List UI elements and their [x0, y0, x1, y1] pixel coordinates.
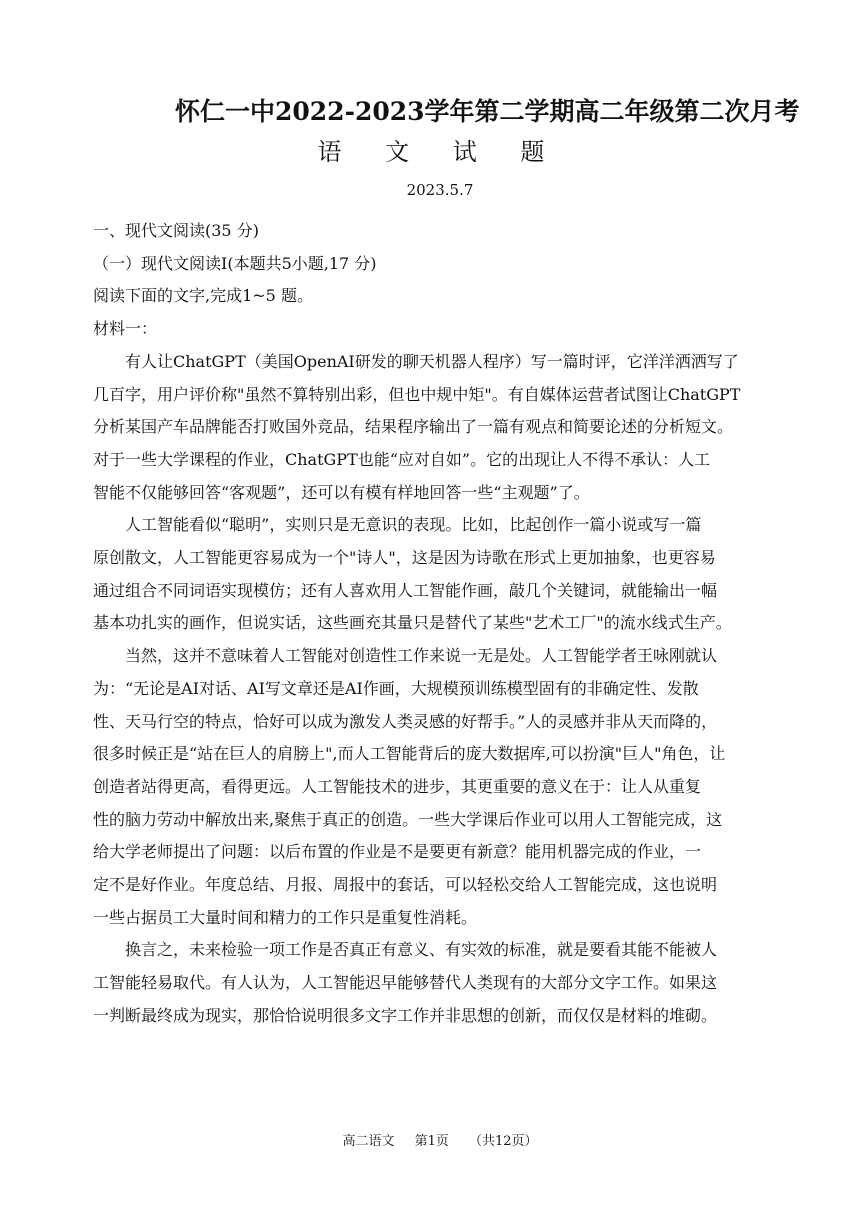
paragraph-line: 创造者站得更高，看得更远。人工智能技术的进步，其更重要的意义在于：让人从重复: [93, 776, 702, 796]
paragraph-line: 几百字，用户评价称"虽然不算特别出彩，但也中规中矩"。有自媒体运营者试图让ChatGPT: [93, 384, 741, 404]
footer-subject: 高二语文: [342, 1134, 395, 1149]
footer-page-number: 第1页: [414, 1134, 449, 1149]
paragraph-line: 当然，这并不意味着人工智能对创造性工作来说一无是处。人工智能学者王咏刚就认: [125, 646, 718, 666]
paragraph-line: 为：“无论是AI对话、AI写文章还是AI作画，大规模预训练模型固有的非确定性、发散: [93, 678, 699, 698]
paragraph-line: 一判断最终成为现实，那恰恰说明很多文字工作并非思想的创新，而仅仅是材料的堆砌。: [93, 1005, 718, 1025]
paragraph-line: 基本功扎实的画作，但说实话，这些画充其量只是替代了某些"艺术工厂"的流水线式生产。: [93, 613, 732, 633]
paragraph-line: 智能不仅能够回答“客观题”，还可以有模有样地回答一些“主观题”了。: [93, 482, 590, 502]
material-label: 材料一：: [93, 319, 158, 339]
paragraph-4: [93, 934, 783, 1032]
exam-body: [93, 215, 783, 1033]
paragraph-2: [93, 509, 783, 640]
paragraph-line: 原创散文，人工智能更容易成为一个"诗人"，这是因为诗歌在形式上更加抽象，也更容易: [93, 548, 716, 568]
page-footer: [0, 1130, 860, 1149]
section-heading: 一、现代文阅读(35 分): [93, 221, 259, 240]
paragraph-line: 人工智能看似“聪明”，实则只是无意识的表现。比如，比起创作一篇小说或写一篇: [125, 515, 702, 535]
paragraph-line: 换言之，未来检验一项工作是否真正有意义、有实效的标准，就是要看其能不能被人: [125, 940, 718, 960]
paragraph-line: 给大学老师提出了问题：以后布置的作业是不是要更有新意？能用机器完成的作业，一: [93, 842, 702, 862]
paragraph-line: 对于一些大学课程的作业，ChatGPT也能“应对自如”。它的出现让人不得不承认：人工: [93, 449, 711, 469]
paragraph-line: 分析某国产车品牌能否打败国外竞品，结果程序输出了一篇有观点和简要论述的分析短文。: [93, 417, 734, 437]
paragraph-line: 一些占据员工大量时间和精力的工作只是重复性消耗。: [93, 907, 478, 927]
exam-subtitle: 语 文 试 题: [317, 138, 563, 166]
paragraph-line: 通过组合不同词语实现模仿；还有人喜欢用人工智能作画，敲几个关键词，就能输出一幅: [93, 580, 718, 600]
paragraph-line: 性、天马行空的特点，恰好可以成为激发人类灵感的好帮手。”人的灵感并非从天而降的，: [93, 711, 718, 731]
footer-total-pages: （共12页）: [469, 1134, 538, 1149]
exam-title: 怀仁一中2022-2023学年第二学期高二年级第二次月考: [175, 97, 800, 126]
exam-date: 2023.5.7: [406, 181, 474, 199]
paragraph-line: 性的脑力劳动中解放出来,聚焦于真正的创造。一些大学课后作业可以用人工智能完成，这: [93, 809, 723, 829]
reading-instruction: 阅读下面的文字,完成1~5 题。: [93, 286, 313, 306]
paragraph-line: 定不是好作业。年度总结、月报、周报中的套话，可以轻松交给人工智能完成，这也说明: [93, 875, 718, 895]
paragraph-line: 很多时候正是“站在巨人的肩膀上",而人工智能背后的庞大数据库,可以扮演"巨人"角色，让: [93, 744, 726, 764]
paragraph-3: [93, 640, 783, 934]
paragraph-1: [93, 346, 783, 510]
section-subheading: （一）现代文阅读I(本题共5小题,17 分): [93, 253, 377, 273]
paragraph-line: 工智能轻易取代。有人认为，人工智能迟早能够替代人类现有的大部分文字工作。如果这: [93, 973, 718, 993]
paragraph-line: 有人让ChatGPT（美国OpenAI研发的聊天机器人程序）写一篇时评，它洋洋洒洒写了: [125, 351, 739, 371]
